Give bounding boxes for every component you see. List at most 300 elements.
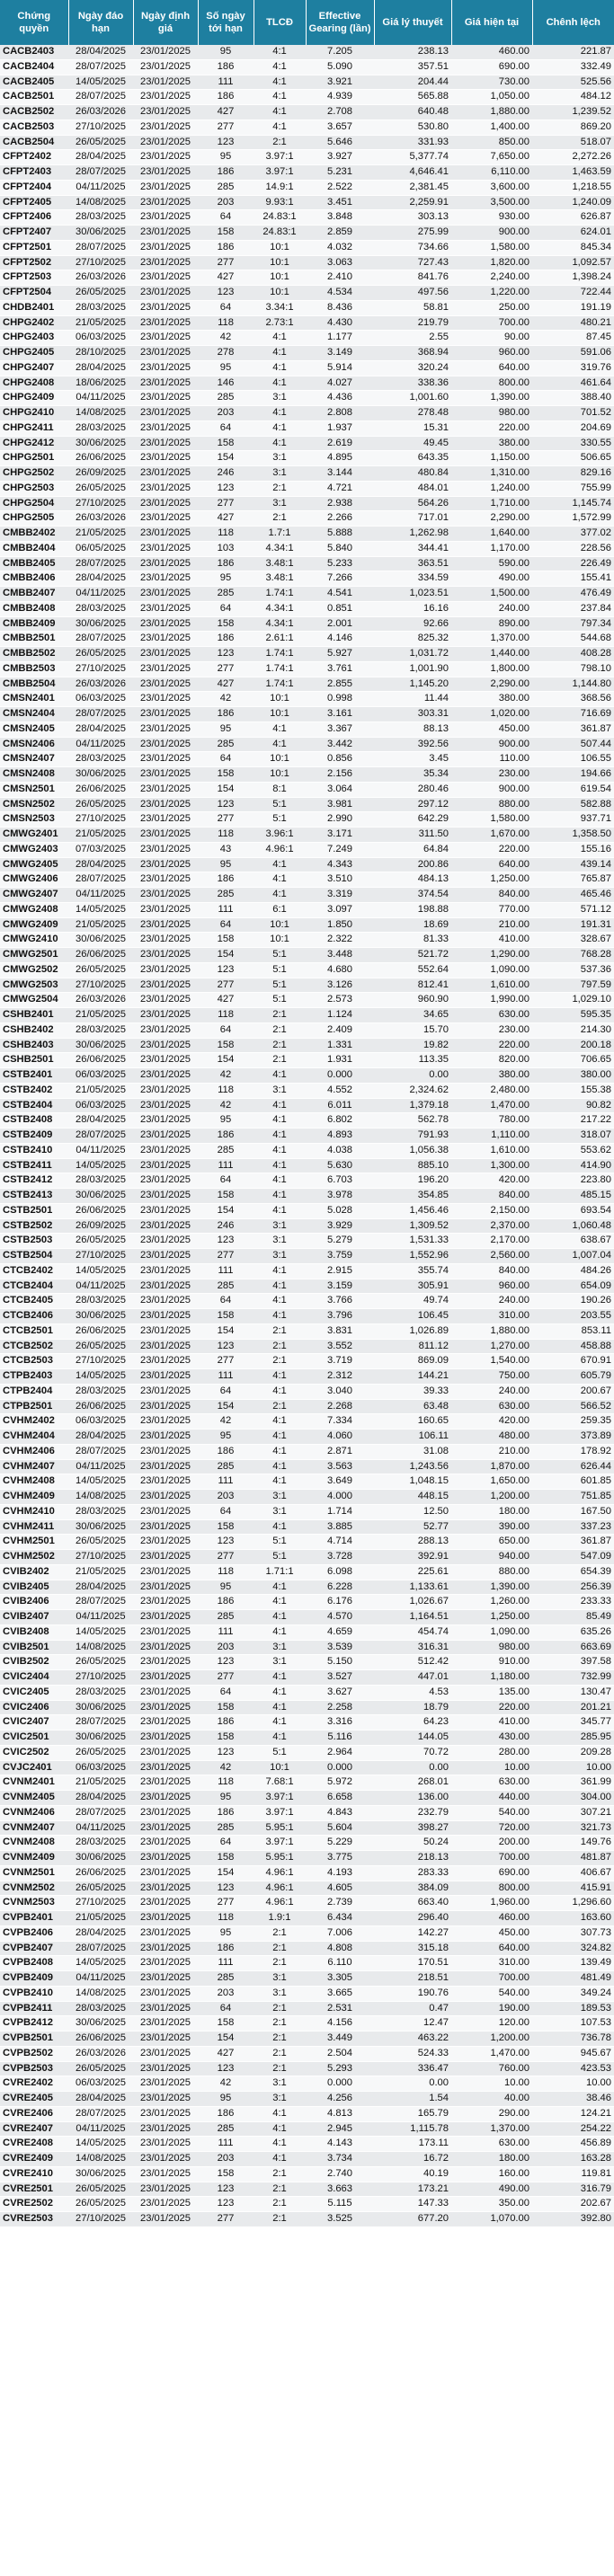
cell-current-price: 450.00 [451,1925,532,1941]
cell-current-price: 430.00 [451,1731,532,1746]
cell-effective-gearing: 2.573 [306,993,374,1008]
cell-effective-gearing: 3.367 [306,721,374,737]
cell-current-price: 1,610.00 [451,978,532,993]
cell-maturity-date: 28/10/2025 [68,346,133,361]
cell-effective-gearing: 3.097 [306,902,374,917]
cell-maturity-date: 28/03/2025 [68,1504,133,1519]
cell-current-price: 210.00 [451,1444,532,1459]
cell-current-price: 1,260.00 [451,1595,532,1610]
cell-warrant-code: CVPB2502 [0,2046,68,2061]
cell-valuation-date: 23/01/2025 [133,511,198,527]
cell-maturity-date: 27/10/2025 [68,255,133,270]
cell-valuation-date: 23/01/2025 [133,2121,198,2137]
cell-current-price: 1,050.00 [451,90,532,105]
cell-warrant-code: CMWG2501 [0,948,68,963]
cell-difference: 190.26 [532,1294,614,1309]
cell-effective-gearing: 7.006 [306,1925,374,1941]
cell-valuation-date: 23/01/2025 [133,962,198,978]
cell-valuation-date: 23/01/2025 [133,2032,198,2047]
cell-effective-gearing: 2.266 [306,511,374,527]
cell-theoretical-price: 58.81 [374,300,451,315]
table-row [0,2076,614,2092]
cell-maturity-date: 26/05/2025 [68,1881,133,1896]
table-row [0,496,614,511]
cell-theoretical-price: 677.20 [374,2212,451,2227]
cell-valuation-date: 23/01/2025 [133,2061,198,2076]
cell-maturity-date: 28/03/2025 [68,1836,133,1851]
cell-effective-gearing: 2.990 [306,812,374,828]
cell-valuation-date: 23/01/2025 [133,1444,198,1459]
cell-warrant-code: CVIC2406 [0,1700,68,1715]
cell-current-price: 1,150.00 [451,451,532,466]
cell-current-price: 2,240.00 [451,270,532,286]
cell-difference: 337.23 [532,1519,614,1535]
cell-theoretical-price: 49.74 [374,1294,451,1309]
cell-warrant-code: CMSN2406 [0,737,68,752]
table-row [0,978,614,993]
table-row [0,226,614,241]
cell-difference: 624.01 [532,226,614,241]
cell-difference: 361.87 [532,1535,614,1550]
cell-warrant-code: CVNM2407 [0,1820,68,1836]
table-row [0,1414,614,1430]
cell-effective-gearing: 4.038 [306,1143,374,1158]
cell-effective-gearing: 3.663 [306,2182,374,2197]
cell-difference: 481.87 [532,1851,614,1866]
cell-current-price: 490.00 [451,571,532,587]
table-row [0,75,614,90]
cell-difference: 1,239.52 [532,105,614,120]
cell-current-price: 940.00 [451,1550,532,1565]
cell-warrant-code: CHPG2502 [0,466,68,482]
cell-conversion-ratio: 2:1 [254,2166,306,2182]
cell-warrant-code: CMWG2407 [0,888,68,903]
cell-conversion-ratio: 4:1 [254,2106,306,2121]
table-row [0,1384,614,1399]
cell-effective-gearing: 2.708 [306,105,374,120]
cell-current-price: 135.00 [451,1685,532,1700]
cell-valuation-date: 23/01/2025 [133,1113,198,1129]
cell-conversion-ratio: 4:1 [254,1263,306,1279]
cell-days-to-maturity: 277 [198,2212,254,2227]
cell-warrant-code: CMSN2501 [0,782,68,797]
cell-warrant-code: CMBB2404 [0,541,68,556]
cell-maturity-date: 14/05/2025 [68,1369,133,1385]
cell-warrant-code: CVPB2412 [0,2016,68,2032]
cell-valuation-date: 23/01/2025 [133,1519,198,1535]
cell-warrant-code: CMWG2408 [0,902,68,917]
cell-theoretical-price: 338.36 [374,376,451,391]
cell-valuation-date: 23/01/2025 [133,1655,198,1670]
cell-difference: 373.89 [532,1430,614,1445]
cell-maturity-date: 27/10/2025 [68,1670,133,1686]
cell-maturity-date: 26/06/2025 [68,948,133,963]
cell-difference: 458.88 [532,1339,614,1354]
table-row [0,466,614,482]
cell-warrant-code: CTPB2403 [0,1369,68,1385]
table-row [0,1519,614,1535]
cell-current-price: 1,270.00 [451,1339,532,1354]
cell-days-to-maturity: 64 [198,917,254,933]
cell-difference: 139.49 [532,1956,614,1971]
table-row [0,511,614,527]
cell-maturity-date: 06/03/2025 [68,692,133,707]
cell-maturity-date: 14/05/2025 [68,902,133,917]
cell-current-price: 930.00 [451,210,532,226]
cell-valuation-date: 23/01/2025 [133,2076,198,2092]
cell-theoretical-price: 305.91 [374,1279,451,1294]
cell-conversion-ratio: 4:1 [254,1670,306,1686]
cell-current-price: 1,870.00 [451,1459,532,1474]
cell-effective-gearing: 5.231 [306,165,374,181]
cell-current-price: 980.00 [451,1640,532,1655]
cell-theoretical-price: 15.70 [374,1022,451,1038]
cell-days-to-maturity: 285 [198,587,254,602]
cell-warrant-code: CACB2404 [0,59,68,75]
table-row [0,1865,614,1881]
table-row [0,1399,614,1414]
cell-conversion-ratio: 2:1 [254,2001,306,2016]
cell-current-price: 90.00 [451,331,532,346]
cell-valuation-date: 23/01/2025 [133,1760,198,1775]
cell-theoretical-price: 1,164.51 [374,1610,451,1625]
cell-difference: 406.67 [532,1865,614,1881]
cell-theoretical-price: 392.91 [374,1550,451,1565]
cell-warrant-code: CACB2503 [0,120,68,135]
table-row [0,1444,614,1459]
cell-warrant-code: CVHM2411 [0,1519,68,1535]
cell-conversion-ratio: 4:1 [254,331,306,346]
cell-theoretical-price: 198.88 [374,902,451,917]
cell-difference: 1,572.99 [532,511,614,527]
cell-difference: 392.80 [532,2212,614,2227]
cell-theoretical-price: 147.33 [374,2197,451,2212]
cell-days-to-maturity: 154 [198,1399,254,1414]
cell-theoretical-price: 288.13 [374,1535,451,1550]
cell-valuation-date: 23/01/2025 [133,451,198,466]
cell-current-price: 220.00 [451,1038,532,1053]
cell-effective-gearing: 2.808 [306,406,374,421]
cell-current-price: 1,470.00 [451,2046,532,2061]
cell-current-price: 220.00 [451,420,532,436]
table-row [0,1760,614,1775]
cell-maturity-date: 30/06/2025 [68,767,133,783]
cell-warrant-code: CMBB2408 [0,601,68,616]
cell-effective-gearing: 7.205 [306,45,374,59]
cell-valuation-date: 23/01/2025 [133,59,198,75]
cell-difference: 209.28 [532,1745,614,1760]
cell-current-price: 1,470.00 [451,1098,532,1113]
cell-maturity-date: 28/03/2025 [68,300,133,315]
table-row [0,1323,614,1339]
cell-effective-gearing: 4.430 [306,315,374,331]
cell-effective-gearing: 5.150 [306,1655,374,1670]
table-row [0,1158,614,1173]
cell-effective-gearing: 3.525 [306,2212,374,2227]
table-row [0,1640,614,1655]
cell-maturity-date: 28/07/2025 [68,1805,133,1820]
cell-theoretical-price: 106.11 [374,1430,451,1445]
cell-current-price: 630.00 [451,2137,532,2152]
cell-warrant-code: CVNM2406 [0,1805,68,1820]
cell-theoretical-price: 63.48 [374,1399,451,1414]
cell-valuation-date: 23/01/2025 [133,782,198,797]
cell-theoretical-price: 113.35 [374,1053,451,1068]
cell-days-to-maturity: 203 [198,2152,254,2167]
cell-conversion-ratio: 1.74:1 [254,677,306,692]
cell-valuation-date: 23/01/2025 [133,90,198,105]
table-row [0,1791,614,1806]
cell-valuation-date: 23/01/2025 [133,556,198,571]
cell-conversion-ratio: 4:1 [254,1158,306,1173]
cell-effective-gearing: 3.665 [306,1986,374,2001]
table-row [0,1820,614,1836]
cell-valuation-date: 23/01/2025 [133,436,198,451]
cell-maturity-date: 28/03/2025 [68,1685,133,1700]
table-row [0,1098,614,1113]
cell-warrant-code: CVJC2401 [0,1760,68,1775]
cell-warrant-code: CMSN2408 [0,767,68,783]
cell-theoretical-price: 142.27 [374,1925,451,1941]
cell-conversion-ratio: 3:1 [254,2076,306,2092]
table-row [0,737,614,752]
cell-maturity-date: 28/07/2025 [68,2106,133,2121]
cell-current-price: 1,250.00 [451,872,532,888]
cell-days-to-maturity: 277 [198,1249,254,1264]
cell-effective-gearing: 6.703 [306,1173,374,1189]
cell-maturity-date: 18/06/2025 [68,376,133,391]
cell-conversion-ratio: 10:1 [254,917,306,933]
cell-valuation-date: 23/01/2025 [133,587,198,602]
cell-days-to-maturity: 111 [198,902,254,917]
table-row [0,1925,614,1941]
table-row [0,677,614,692]
cell-theoretical-price: 1,026.67 [374,1595,451,1610]
table-row [0,406,614,421]
cell-effective-gearing: 2.504 [306,2046,374,2061]
cell-difference: 518.07 [532,135,614,150]
cell-difference: 626.44 [532,1459,614,1474]
cell-effective-gearing: 3.885 [306,1519,374,1535]
cell-conversion-ratio: 10:1 [254,255,306,270]
cell-conversion-ratio: 5:1 [254,812,306,828]
cell-effective-gearing: 3.563 [306,1459,374,1474]
cell-difference: 853.11 [532,1323,614,1339]
cell-difference: 595.35 [532,1008,614,1023]
table-row [0,1715,614,1731]
table-row [0,135,614,150]
cell-conversion-ratio: 4:1 [254,1700,306,1715]
table-row [0,2001,614,2016]
cell-conversion-ratio: 2:1 [254,2212,306,2227]
cell-days-to-maturity: 277 [198,496,254,511]
cell-maturity-date: 04/11/2025 [68,737,133,752]
cell-theoretical-price: 64.84 [374,842,451,857]
cell-difference: 544.68 [532,632,614,647]
cell-warrant-code: CVIB2402 [0,1564,68,1580]
cell-conversion-ratio: 24.83:1 [254,210,306,226]
cell-days-to-maturity: 42 [198,1098,254,1113]
cell-effective-gearing: 1.714 [306,1504,374,1519]
cell-difference: 845.34 [532,240,614,255]
cell-theoretical-price: 521.72 [374,948,451,963]
cell-valuation-date: 23/01/2025 [133,1986,198,2001]
cell-days-to-maturity: 154 [198,1323,254,1339]
cell-conversion-ratio: 24.83:1 [254,226,306,241]
cell-difference: 285.95 [532,1731,614,1746]
cell-valuation-date: 23/01/2025 [133,240,198,255]
cell-theoretical-price: 1,031.72 [374,647,451,662]
cell-days-to-maturity: 95 [198,1791,254,1806]
cell-effective-gearing: 3.978 [306,1189,374,1204]
cell-warrant-code: CSTB2413 [0,1189,68,1204]
cell-days-to-maturity: 95 [198,2092,254,2107]
cell-effective-gearing: 5.116 [306,1731,374,1746]
cell-days-to-maturity: 118 [198,1083,254,1098]
cell-effective-gearing: 4.256 [306,2092,374,2107]
cell-days-to-maturity: 123 [198,135,254,150]
cell-warrant-code: CTCB2405 [0,1294,68,1309]
cell-warrant-code: CVPB2410 [0,1986,68,2001]
cell-effective-gearing: 2.915 [306,1263,374,1279]
cell-conversion-ratio: 4:1 [254,1173,306,1189]
cell-conversion-ratio: 5.95:1 [254,1820,306,1836]
cell-maturity-date: 27/10/2025 [68,496,133,511]
cell-days-to-maturity: 95 [198,571,254,587]
cell-conversion-ratio: 2:1 [254,135,306,150]
cell-warrant-code: CMBB2405 [0,556,68,571]
cell-current-price: 420.00 [451,1414,532,1430]
cell-theoretical-price: 811.12 [374,1339,451,1354]
cell-difference: 525.56 [532,75,614,90]
cell-effective-gearing: 4.343 [306,857,374,872]
cell-theoretical-price: 1,309.52 [374,1218,451,1234]
cell-maturity-date: 14/05/2025 [68,1624,133,1640]
cell-effective-gearing: 3.510 [306,872,374,888]
cell-conversion-ratio: 4:1 [254,1624,306,1640]
table-row [0,105,614,120]
cell-valuation-date: 23/01/2025 [133,45,198,59]
cell-valuation-date: 23/01/2025 [133,1083,198,1098]
cell-warrant-code: CSTB2503 [0,1234,68,1249]
cell-theoretical-price: 663.40 [374,1896,451,1911]
cell-effective-gearing: 1.931 [306,1053,374,1068]
cell-current-price: 1,880.00 [451,105,532,120]
cell-valuation-date: 23/01/2025 [133,842,198,857]
cell-warrant-code: CVPB2408 [0,1956,68,1971]
cell-theoretical-price: 52.77 [374,1519,451,1535]
cell-difference: 619.54 [532,782,614,797]
cell-warrant-code: CVRE2501 [0,2182,68,2197]
cell-conversion-ratio: 4:1 [254,1474,306,1490]
cell-warrant-code: CSTB2412 [0,1173,68,1189]
table-row [0,571,614,587]
cell-theoretical-price: 11.44 [374,692,451,707]
cell-warrant-code: CFPT2405 [0,195,68,210]
cell-warrant-code: CHPG2503 [0,481,68,496]
cell-difference: 945.67 [532,2046,614,2061]
cell-current-price: 800.00 [451,376,532,391]
cell-current-price: 900.00 [451,737,532,752]
cell-difference: 149.76 [532,1836,614,1851]
cell-valuation-date: 23/01/2025 [133,180,198,195]
cell-theoretical-price: 19.82 [374,1038,451,1053]
cell-maturity-date: 06/03/2025 [68,2076,133,2092]
cell-valuation-date: 23/01/2025 [133,1595,198,1610]
cell-days-to-maturity: 285 [198,1820,254,1836]
cell-warrant-code: CMSN2401 [0,692,68,707]
cell-conversion-ratio: 4:1 [254,436,306,451]
cell-conversion-ratio: 3:1 [254,1249,306,1264]
cell-difference: 328.67 [532,933,614,948]
cell-warrant-code: CSTB2501 [0,1203,68,1218]
cell-theoretical-price: 1,001.60 [374,391,451,406]
table-row [0,616,614,632]
cell-difference: 768.28 [532,948,614,963]
cell-maturity-date: 06/03/2025 [68,1760,133,1775]
cell-valuation-date: 23/01/2025 [133,1490,198,1505]
table-row [0,255,614,270]
cell-maturity-date: 26/05/2025 [68,797,133,812]
cell-effective-gearing: 7.266 [306,571,374,587]
cell-warrant-code: CVPB2503 [0,2061,68,2076]
cell-valuation-date: 23/01/2025 [133,1865,198,1881]
cell-warrant-code: CMBB2407 [0,587,68,602]
cell-days-to-maturity: 277 [198,661,254,677]
cell-conversion-ratio: 4:1 [254,1384,306,1399]
cell-warrant-code: CMBB2502 [0,647,68,662]
cell-warrant-code: CSHB2403 [0,1038,68,1053]
cell-effective-gearing: 3.305 [306,1971,374,1987]
cell-difference: 228.56 [532,541,614,556]
cell-effective-gearing: 3.728 [306,1550,374,1565]
cell-maturity-date: 14/08/2025 [68,406,133,421]
cell-theoretical-price: 238.13 [374,45,451,59]
header-valuation-date: Ngày định giá [133,0,198,45]
cell-conversion-ratio: 3.97:1 [254,165,306,181]
cell-maturity-date: 26/05/2025 [68,2197,133,2212]
cell-conversion-ratio: 3.34:1 [254,300,306,315]
cell-days-to-maturity: 158 [198,436,254,451]
table-row [0,2016,614,2032]
cell-effective-gearing: 5.630 [306,1158,374,1173]
cell-maturity-date: 26/05/2025 [68,1655,133,1670]
table-row [0,1143,614,1158]
table-row [0,2166,614,2182]
cell-valuation-date: 23/01/2025 [133,677,198,692]
header-maturity-date: Ngày đáo hạn [68,0,133,45]
cell-current-price: 410.00 [451,933,532,948]
cell-days-to-maturity: 95 [198,1113,254,1129]
cell-conversion-ratio: 4:1 [254,2152,306,2167]
cell-warrant-code: CSTB2408 [0,1113,68,1129]
cell-current-price: 240.00 [451,1294,532,1309]
cell-maturity-date: 28/07/2025 [68,1715,133,1731]
cell-conversion-ratio: 4:1 [254,1731,306,1746]
cell-maturity-date: 27/10/2025 [68,1550,133,1565]
cell-difference: 1,144.80 [532,677,614,692]
cell-theoretical-price: 268.01 [374,1775,451,1791]
cell-days-to-maturity: 203 [198,1986,254,2001]
cell-current-price: 1,400.00 [451,120,532,135]
cell-conversion-ratio: 3:1 [254,1640,306,1655]
cell-valuation-date: 23/01/2025 [133,360,198,376]
cell-maturity-date: 28/04/2025 [68,2092,133,2107]
cell-effective-gearing: 2.945 [306,2121,374,2137]
cell-days-to-maturity: 154 [198,2032,254,2047]
cell-maturity-date: 26/05/2025 [68,1234,133,1249]
cell-days-to-maturity: 154 [198,948,254,963]
